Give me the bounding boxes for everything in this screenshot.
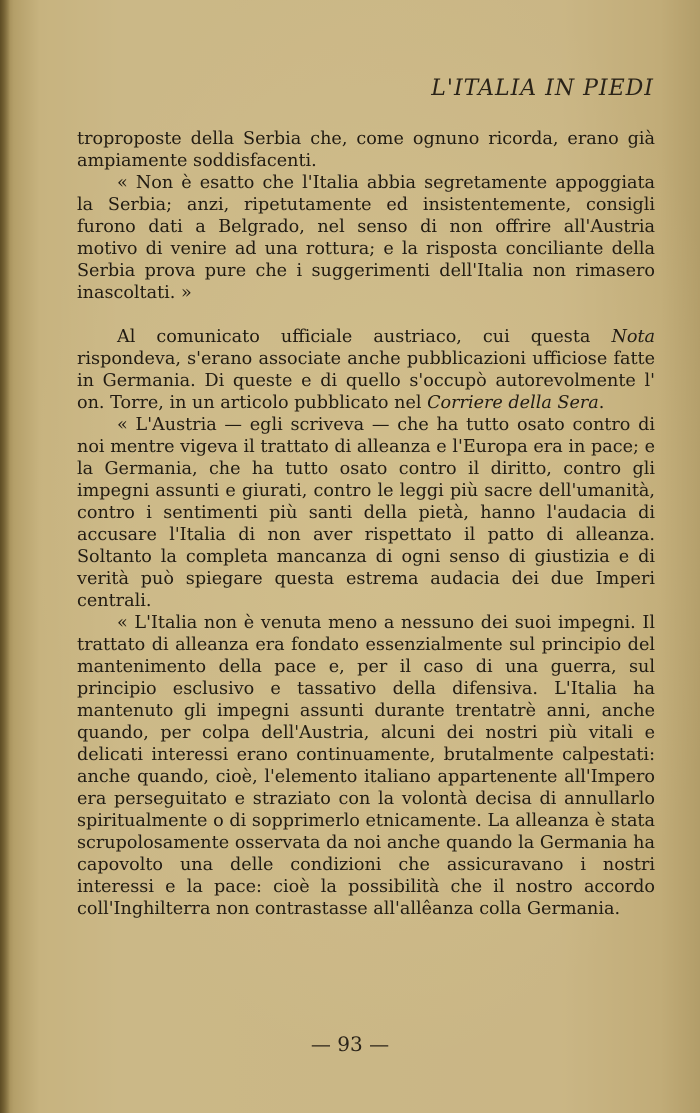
paragraph-continuation: troproposte della Serbia che, come ognuno ricorda, erano già ampiamente soddisfacenti.: [77, 129, 655, 171]
italic-newspaper-title: Corriere della Sera: [427, 393, 599, 413]
paragraph-quote-3: « L'Italia non è venuta meno a nessuno dei suoi impegni. Il trattato di alleanza era fondato essenzialmente sul principio del mantenimento della pace e, per il caso di una guerra, sul principio esclusivo e tassativo della difensiva. L'Italia ha mantenuto gli impegni assunti durante trentatrè anni, anche quando, per colpa dell'Austria, alcuni dei nostri più vitali e delicati interessi erano continuamente, brutalmente calpestati: anche quando, cioè, l'elemento italiano appartenente all'Impero era perseguitato e straziato con la volontà decisa di annullarlo spiritualmente o di sopprimerlo etnicamente. La alleanza è stata scrupolosamente osservata da noi anche quando la Germania ha capovolto una delle condizioni che assicuravano i nostri interessi e la pace: cioè la possibilità che il nostro accordo coll'Inghilterra non contrastasse all'allêanza colla Germania.: [77, 613, 655, 919]
paragraph-commentary: [77, 326, 655, 414]
paragraph-quote-1: « Non è esatto che l'Italia abbia segretamente appoggiata la Serbia; anzi, ripetutamente ed insistentemente, consigli furono dati a Belgrado, nel senso di non offrire all'Austria motivo di venire ad una rottura; e la risposta conciliante della Serbia prova pure che i suggerimenti dell'Italia non rimasero inascoltati. »: [77, 173, 655, 303]
paragraph-commentary-text-1: Al comunicato ufficiale austriaco, cui questa: [117, 327, 612, 347]
paragraph-quote-2: « L'Austria — egli scriveva — che ha tutto osato contro di noi mentre vigeva il trattato di alleanza e l'Europa era in pace; e la Germania, che ha tutto osato contro il diritto, contro gli impegni assunti e giurati, contro le leggi più sacre dell'umanità, contro i sentimenti più santi della pietà, hanno l'audacia di accusare l'Italia di non aver rispettato il patto di alleanza. Soltanto la completa mancanza di ogni senso di giustizia e di verità può spiegare questa estrema audacia dei due Imperi centrali.: [77, 415, 655, 611]
paragraph-commentary-text-2: rispondeva, s'erano associate anche pubblicazioni ufficiose fatte in Germania. Di queste e di quello s'occupò autorevolmente l' on. Torre, in un articolo pubblicato nel: [77, 349, 655, 413]
paragraph-commentary-text-3: .: [598, 393, 605, 413]
running-title: L'ITALIA IN PIEDI: [431, 76, 654, 101]
italic-nota: Nota: [611, 327, 655, 347]
page-number: — 93 —: [310, 1032, 390, 1056]
body-text: [77, 128, 655, 920]
